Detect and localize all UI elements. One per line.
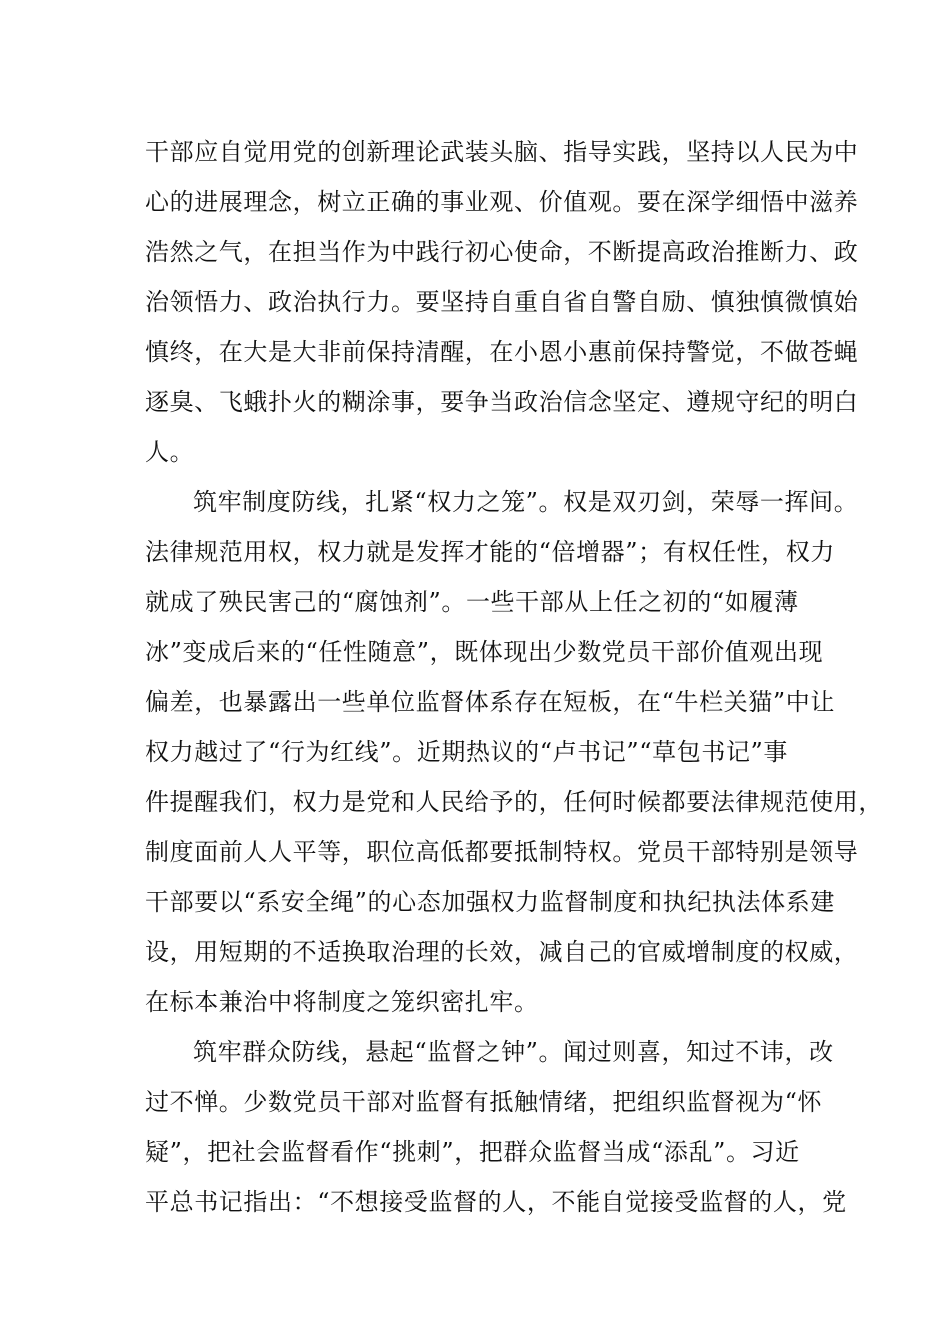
- text-line: 逐臭、飞蛾扑火的糊涂事，要争当政治信念坚定、遵规守纪的明白: [145, 388, 859, 416]
- text-line: 人。: [145, 438, 195, 466]
- text-line: 偏差，也暴露出一些单位监督体系存在短板，在“牛栏关猫”中让: [145, 688, 835, 716]
- text-line: 设，用短期的不适换取治理的长效，减自己的官威增制度的权威，: [145, 938, 859, 966]
- text-line: 浩然之气，在担当作为中践行初心使命，不断提高政治推断力、政: [145, 238, 859, 266]
- text-line: 件提醒我们，权力是党和人民给予的，任何时候都要法律规范使用，: [145, 788, 883, 816]
- text-line: 过不惮。少数党员干部对监督有抵触情绪，把组织监督视为“怀: [145, 1088, 823, 1116]
- text-line: 平总书记指出：“不想接受监督的人，不能自觉接受监督的人，党: [145, 1188, 847, 1216]
- text-line: 干部应自觉用党的创新理论武装头脑、指导实践，坚持以人民为中: [145, 138, 859, 166]
- text-line: 疑”，把社会监督看作“挑刺”，把群众监督当成“添乱”。习近: [145, 1138, 800, 1166]
- paragraph-first-line: 筑牢群众防线，悬起“监督之钟”。闻过则喜，知过不讳，改: [193, 1038, 834, 1066]
- text-line: 权力越过了“行为红线”。近期热议的“卢书记”“草包书记”事: [145, 738, 789, 766]
- text-line: 冰”变成后来的“任性随意”，既体现出少数党员干部价值观出现: [145, 638, 824, 666]
- paragraph-first-line: 筑牢制度防线，扎紧“权力之笼”。权是双刃剑，荣辱一挥间。: [193, 488, 859, 516]
- text-line: 治领悟力、政治执行力。要坚持自重自省自警自励、慎独慎微慎始: [145, 288, 859, 316]
- text-line: 心的进展理念，树立正确的事业观、价值观。要在深学细悟中滋养: [145, 188, 859, 216]
- text-line: 法律规范用权，权力就是发挥才能的“倍增器”；有权任性，权力: [145, 538, 835, 566]
- text-line: 制度面前人人平等，职位高低都要抵制特权。党员干部特别是领导: [145, 838, 859, 866]
- text-line: 在标本兼治中将制度之笼织密扎牢。: [145, 988, 539, 1016]
- text-line: 就成了殃民害己的“腐蚀剂”。一些干部从上任之初的“如履薄: [145, 588, 799, 616]
- text-line: 慎终，在大是大非前保持清醒，在小恩小惠前保持警觉，不做苍蝇: [145, 338, 859, 366]
- text-line: 干部要以“系安全绳”的心态加强权力监督制度和执纪执法体系建: [145, 888, 835, 916]
